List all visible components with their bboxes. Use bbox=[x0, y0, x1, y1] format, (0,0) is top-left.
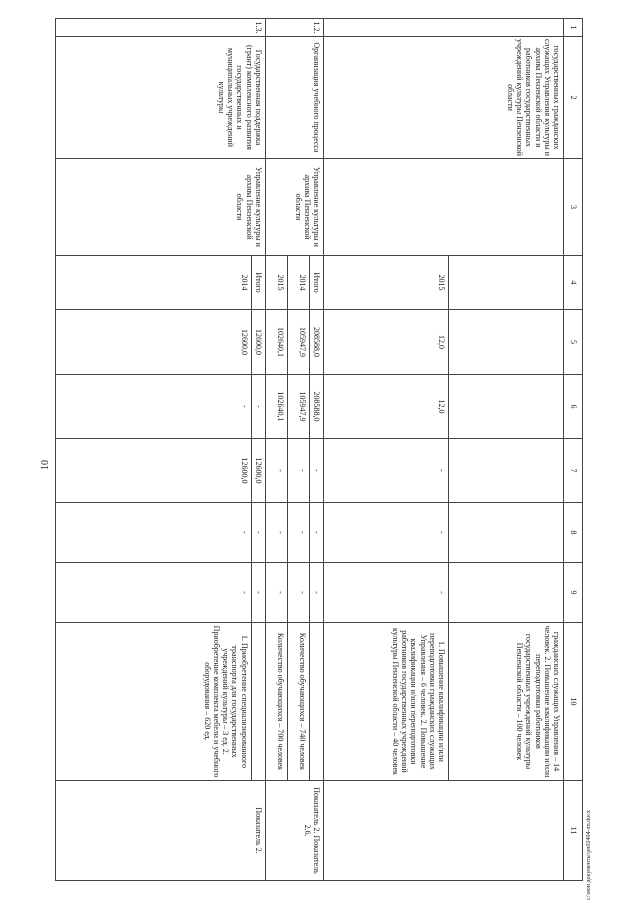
other-sources-cell: - bbox=[265, 563, 287, 623]
year-cell: 2014 bbox=[287, 256, 309, 310]
year-cell: Итого bbox=[309, 256, 323, 310]
executor: Управление культуры и архива Пензенской области bbox=[265, 159, 323, 256]
table-row bbox=[251, 19, 265, 881]
local-budget-cell: - bbox=[309, 503, 323, 563]
total-cell: 12600,0 bbox=[56, 310, 252, 375]
total-cell: 102640,1 bbox=[265, 310, 287, 375]
column-header: 9 bbox=[564, 563, 583, 623]
local-budget-cell: - bbox=[251, 503, 265, 563]
column-header: 10 bbox=[564, 623, 583, 781]
local-budget-cell: - bbox=[56, 503, 252, 563]
table-wrapper bbox=[55, 18, 583, 880]
total-cell: 208588,0 bbox=[309, 310, 323, 375]
indicators-cell: Показатель 2. bbox=[56, 781, 266, 881]
other-sources-cell bbox=[449, 563, 564, 623]
federal-budget-cell: - bbox=[309, 439, 323, 503]
row-number: 1.2. bbox=[265, 19, 323, 37]
total-cell bbox=[449, 310, 564, 375]
local-budget-cell: - bbox=[287, 503, 309, 563]
row-number: 1.3. bbox=[56, 19, 266, 37]
result-cell: Количество обучающихся – 700 человек bbox=[265, 623, 287, 781]
year-cell bbox=[449, 256, 564, 310]
table-row bbox=[309, 19, 323, 881]
column-number-row bbox=[564, 19, 583, 881]
local-budget-cell: - bbox=[324, 503, 449, 563]
result-cell: гражданских служащих Управления – 14 человек. 2. Повышение квалификации и/или переподготовки работников государственных учреждений культуры Пензенской области – 100 человек bbox=[449, 623, 564, 781]
year-cell: 2015 bbox=[324, 256, 449, 310]
regional-budget-cell: 105947,9 bbox=[287, 375, 309, 439]
table-row bbox=[449, 19, 564, 881]
other-sources-cell: - bbox=[309, 563, 323, 623]
federal-budget-cell: - bbox=[265, 439, 287, 503]
activity-name: Организация учебного процесса bbox=[265, 37, 323, 159]
executor bbox=[324, 159, 564, 256]
federal-budget-cell: - bbox=[287, 439, 309, 503]
federal-budget-cell bbox=[449, 439, 564, 503]
column-header: 2 bbox=[564, 37, 583, 159]
activity-name: Государственная поддержка (грант) комплексного развития государственных и муниципальных учреждений культуры bbox=[56, 37, 266, 159]
regional-budget-cell: 102640,1 bbox=[265, 375, 287, 439]
result-cell bbox=[309, 623, 323, 781]
federal-budget-cell: 12600,0 bbox=[56, 439, 252, 503]
activity-name: государственных гражданских служащих Управления культуры и архива Пензенской области и работников государственных учреждений культуры Пензенской области bbox=[324, 37, 564, 159]
column-header: 11 bbox=[564, 781, 583, 881]
column-header: 6 bbox=[564, 375, 583, 439]
regional-budget-cell: 208588,0 bbox=[309, 375, 323, 439]
result-cell bbox=[251, 623, 265, 781]
total-cell: 12600,0 bbox=[251, 310, 265, 375]
local-budget-cell: - bbox=[265, 503, 287, 563]
other-sources-cell: - bbox=[251, 563, 265, 623]
column-header: 8 bbox=[564, 503, 583, 563]
total-cell: 105947,9 bbox=[287, 310, 309, 375]
program-activities-table bbox=[55, 18, 583, 881]
page-number: 10 bbox=[40, 460, 51, 470]
regional-budget-cell: 12,0 bbox=[324, 375, 449, 439]
executor: Управление культуры и архива Пензенской области bbox=[56, 159, 266, 256]
column-header: 7 bbox=[564, 439, 583, 503]
file-path-footer: c:\мои документы\рп02404-лп.docx bbox=[586, 810, 592, 900]
column-header: 5 bbox=[564, 310, 583, 375]
year-cell: 2015 bbox=[265, 256, 287, 310]
column-header: 1 bbox=[564, 19, 583, 37]
federal-budget-cell: - bbox=[324, 439, 449, 503]
other-sources-cell: - bbox=[56, 563, 252, 623]
year-cell: 2014 bbox=[56, 256, 252, 310]
result-cell: 1. Повышение квалификации и/или переподготовки гражданских служащих Управления – 6 человек. 2. Повышение квалификации и/или переподготовки работников государственных учреждений культуры Пензенской области – 40 человек bbox=[324, 623, 449, 781]
regional-budget-cell: - bbox=[251, 375, 265, 439]
column-header: 4 bbox=[564, 256, 583, 310]
rotated-table-container bbox=[55, 18, 583, 880]
regional-budget-cell: - bbox=[56, 375, 252, 439]
total-cell: 12,0 bbox=[324, 310, 449, 375]
row-number bbox=[324, 19, 564, 37]
result-cell: Количество обучающихся – 740 человек bbox=[287, 623, 309, 781]
result-cell: 1. Приобретение специализированного транспорта для государственных учреждений культуры – 3 ед. 2. Приобретение комплекта мебели и учебного оборудования – 620 ед. bbox=[56, 623, 252, 781]
indicators-cell: Показатель 2. Показатель 2.6. bbox=[265, 781, 323, 881]
column-header: 3 bbox=[564, 159, 583, 256]
regional-budget-cell bbox=[449, 375, 564, 439]
indicators-cell bbox=[324, 781, 564, 881]
local-budget-cell bbox=[449, 503, 564, 563]
federal-budget-cell: 12600,0 bbox=[251, 439, 265, 503]
year-cell: Итого bbox=[251, 256, 265, 310]
other-sources-cell: - bbox=[324, 563, 449, 623]
other-sources-cell: - bbox=[287, 563, 309, 623]
